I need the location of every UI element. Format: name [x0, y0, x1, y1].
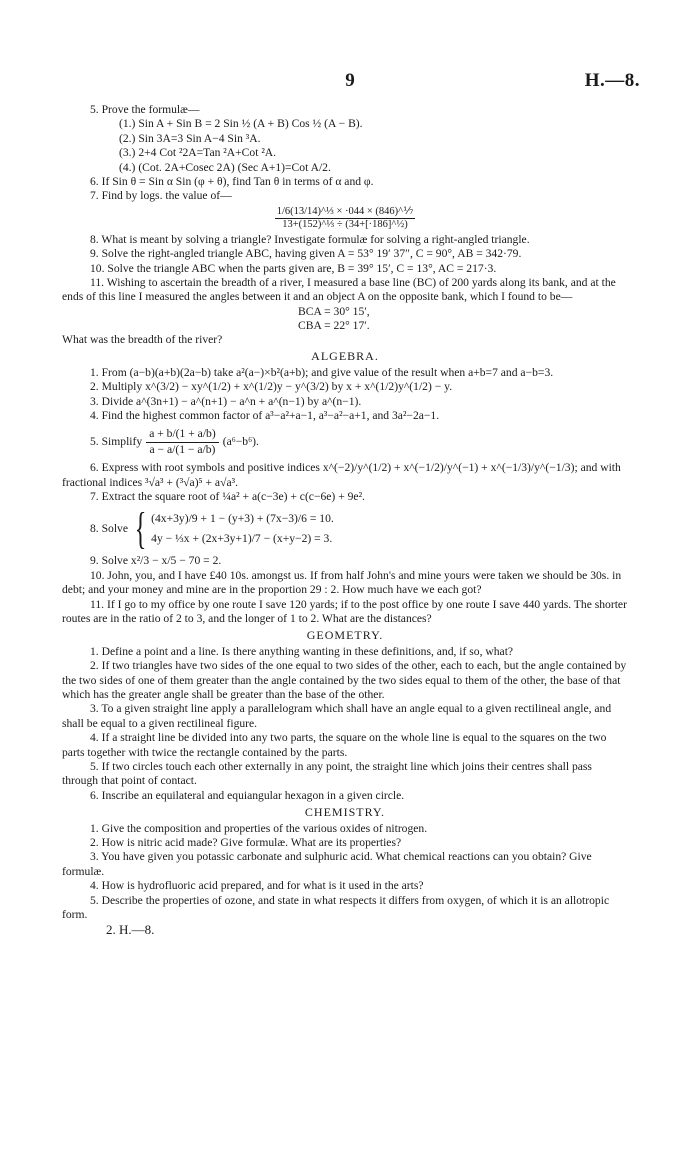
- trig-q6: 6. If Sin θ = Sin α Sin (φ + θ), find Tan θ in terms of α and φ.: [90, 175, 374, 189]
- geometry-q5: 5. If two circles touch each other externally in any point, the straight line which joins their centres shall pass through that point of contact.: [62, 760, 592, 788]
- angle-bca: BCA = 30° 15′,: [298, 304, 370, 318]
- geometry-q6: 6. Inscribe an equilateral and equiangular hexagon in a given circle.: [90, 788, 405, 802]
- algebra-q2: 2. Multiply x^(3/2) − xy^(1/2) + x^(1/2)y − y^(3/2) by x + x^(1/2)y^(1/2) − y.: [90, 380, 453, 394]
- simplify-denominator: a − a/(1 − a/b): [149, 442, 216, 456]
- geometry-q3: 3. To a given straight line apply a parallelogram which shall have an angle equal to a given rectilineal angle, and shall be equal to a given rectilineal figure.: [62, 702, 612, 730]
- trig-q7: 7. Find by logs. the value of—: [90, 189, 232, 203]
- trig-q10: 10. Solve the triangle ABC when the parts given are, B = 39° 15′, C = 13°, AC = 217·3.: [90, 261, 497, 275]
- algebra-heading: ALGEBRA.: [311, 349, 379, 364]
- equation-system: [151, 509, 334, 549]
- algebra-q8: [62, 504, 628, 554]
- algebra-q10: 10. John, you, and I have £40 10s. amongst us. If from half John's and mine yours were taken we should be 30s. in debt; and your money and mine are in the proportion 29 : 2. How much have we each got?: [62, 568, 622, 597]
- trig-q9: 9. Solve the right-angled triangle ABC, having given A = 53° 19′ 37″, C = 90°, AB = 342·79.: [90, 247, 522, 261]
- log-denominator: 13+(152)^⅓ ÷ (34+[·186]^½): [282, 218, 408, 230]
- footer-signature: 2. H.—8.: [106, 921, 155, 937]
- trig-q5: 5. Prove the formulæ—: [90, 103, 200, 116]
- page-number: 9: [345, 70, 355, 91]
- simplify-numerator: a + b/(1 + a/b): [146, 427, 219, 442]
- geometry-q4: 4. If a straight line be divided into any two parts, the square on the whole line is equal to the squares on the two parts together with twice the rectangle contained by the parts.: [62, 731, 607, 759]
- algebra-q9: 9. Solve x²/3 − x/5 − 70 = 2.: [90, 554, 222, 568]
- algebra-q11: 11. If I go to my office by one route I save 120 yards; if to the post office by one route I save 440 yards. The shorter routes are in the ratio of 2 to 3, and the longer of 1 to 2. What are the distances?: [62, 597, 627, 625]
- algebra-q3: 3. Divide a^(3n+1) − a^(n+1) − a^n + a^(n−1) by a^(n−1).: [90, 394, 362, 408]
- simplify-label: 5. Simplify: [90, 435, 143, 449]
- geometry-heading: GEOMETRY.: [306, 628, 384, 643]
- trig-q5-4: (4.) (Cot. 2A+Cosec 2A) (Sec A+1)=Cot A/2.: [119, 160, 331, 174]
- chemistry-heading: CHEMISTRY.: [304, 805, 386, 820]
- document-code: H.—8.: [584, 70, 640, 91]
- geometry-q2: 2. If two triangles have two sides of the one equal to two sides of the other, each to each, but the angle contained by the two sides of one of them greater than the angle contained by the two sides equal to them of the other, the base of that which has the greater angle shall be greater than the base of the other.: [62, 659, 627, 701]
- trig-q11-end: What was the breadth of the river?: [62, 332, 223, 346]
- log-numerator: 1/6(13/14)^⅓ × ·044 × (846)^⅐: [276, 205, 414, 217]
- algebra-q7: 7. Extract the square root of ¼a² + a(c−3e) + c(c−6e) + 9e².: [90, 489, 365, 503]
- chemistry-q5: 5. Describe the properties of ozone, and state in what respects it differs from oxygen, of which it is an allotropic form.: [62, 893, 610, 922]
- system-equation-1: (4x+3y)/9 + 1 − (y+3) + (7x−3)/6 = 10.: [151, 512, 334, 526]
- system-equation-2: 4y − ⅓x + (2x+3y+1)/7 − (x+y−2) = 3.: [151, 532, 333, 546]
- trig-q7-expression: [62, 206, 628, 231]
- chemistry-q4: 4. How is hydrofluoric acid prepared, and for what is it used in the arts?: [90, 879, 424, 893]
- trig-q5-3: (3.) 2+4 Cot ²2A=Tan ²A+Cot ²A.: [119, 146, 277, 160]
- simplify-tail: (a⁶−b⁶).: [222, 435, 259, 449]
- chemistry-q1: 1. Give the composition and properties of the various oxides of nitrogen.: [90, 821, 428, 835]
- left-brace-icon: {: [134, 504, 147, 554]
- log-fraction: [275, 206, 416, 231]
- trig-q5-2: (2.) Sin 3A=3 Sin A−4 Sin ³A.: [119, 131, 261, 145]
- solve-label: 8. Solve: [90, 522, 129, 536]
- trig-q11: 11. Wishing to ascertain the breadth of a river, I measured a base line (BC) of 200 yards along its bank, and at the ends of this line I measured the angles between it and an object A on the opposite bank, which I found to be—: [62, 276, 616, 304]
- page-header: [60, 70, 640, 94]
- trig-q8: 8. What is meant by solving a triangle? Investigate formulæ for solving a right-angled triangle.: [90, 232, 530, 246]
- page-content: [62, 103, 628, 937]
- angle-cba: CBA = 22° 17′.: [298, 318, 370, 332]
- algebra-q1: 1. From (a−b)(a+b)(2a−b) take a²(a−)×b²(a+b); and give value of the result when a+b=7 and a−b=3.: [90, 365, 554, 379]
- geometry-q1: 1. Define a point and a line. Is there anything wanting in these definitions, and, if so, what?: [90, 644, 514, 658]
- algebra-q6: 6. Express with root symbols and positive indices x^(−2)/y^(1/2) + x^(−1/2)/y^(−1) + x^(−1/3)/y^(−1/3); and with fractional indices ³√a³ + (³√a)⁵ + a√a³.: [62, 461, 621, 489]
- algebra-q4: 4. Find the highest common factor of a³−a²+a−1, a³−a²−a+1, and 3a²−2a−1.: [90, 408, 440, 422]
- trig-q5-1: (1.) Sin A + Sin B = 2 Sin ½ (A + B) Cos ½ (A − B).: [119, 117, 363, 131]
- simplify-fraction: [146, 427, 219, 457]
- algebra-q5: [62, 427, 628, 457]
- chemistry-q2: 2. How is nitric acid made? Give formulæ. What are its properties?: [90, 836, 402, 850]
- chemistry-q3: 3. You have given you potassic carbonate and sulphuric acid. What chemical reactions can you obtain? Give formulæ.: [62, 850, 592, 878]
